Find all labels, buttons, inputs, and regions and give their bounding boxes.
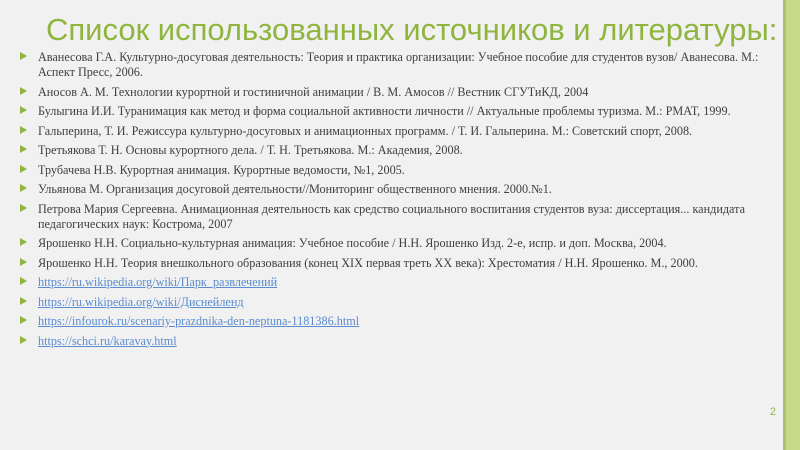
reference-text: Ульянова М. Организация досуговой деятельности//Мониторинг общественного мнения. 2000.№1. — [38, 182, 552, 196]
reference-item — [20, 104, 775, 119]
reference-item — [20, 182, 775, 197]
bullet-arrow-icon — [20, 277, 27, 285]
page-number: 2 — [769, 406, 776, 418]
bullet-arrow-icon — [20, 258, 27, 266]
reference-text: Гальперина, Т. И. Режиссура культурно-досуговых и анимационных программ. / Т. И. Гальперина. М.: Советский спорт, 2008. — [38, 123, 693, 138]
bullet-arrow-icon — [20, 52, 27, 60]
link-item — [20, 314, 775, 329]
bullet-arrow-icon — [20, 165, 27, 173]
reference-text: Ярошенко Н.Н. Теория внешкольного образования (конец XIX первая треть XX века): Хрестоматия / Н.Н. Ярошенко. М., 2000. — [38, 255, 698, 270]
reference-link[interactable]: https://ru.wikipedia.org/wiki/Парк_развлечений — [38, 275, 278, 289]
reference-item — [20, 202, 775, 232]
link-item — [20, 295, 775, 310]
decorative-bar — [786, 0, 800, 450]
reference-link[interactable]: https://schci.ru/karavay.html — [38, 333, 177, 348]
reference-item — [20, 85, 775, 100]
reference-text: Ярошенко Н.Н. Социально-культурная анимация: Учебное пособие / Н.Н. Ярошенко Изд. 2-е, испр. и доп. Москва, 2004. — [38, 236, 667, 250]
bullet-arrow-icon — [20, 316, 27, 324]
bullet-arrow-icon — [20, 238, 27, 246]
reference-text: Аносов А. М. Технологии курортной и гостиничной анимации / В. М. Амосов // Вестник СГУТиКД, 2004 — [38, 84, 589, 99]
bullet-arrow-icon — [20, 184, 27, 192]
bullet-arrow-icon — [20, 204, 27, 212]
reference-text: Третьякова Т. Н. Основы курортного дела. / Т. Н. Третьякова. М.: Академия, 2008. — [38, 143, 463, 157]
reference-list — [20, 50, 775, 353]
reference-text: Петрова Мария Сергеевна. Анимационная деятельность как средство социального воспитания студентов вуза: диссертация... кандидата педагогических наук: Кострома, 2007 — [38, 201, 746, 231]
reference-link[interactable]: https://infourok.ru/scenariy-prazdnika-den-neptuna-1181386.html — [38, 314, 360, 328]
reference-link[interactable]: https://ru.wikipedia.org/wiki/Диснейленд — [38, 294, 244, 309]
bullet-arrow-icon — [20, 106, 27, 114]
bullet-arrow-icon — [20, 145, 27, 153]
reference-item — [20, 163, 775, 178]
link-item — [20, 275, 775, 290]
bullet-arrow-icon — [20, 297, 27, 305]
reference-text: Аванесова Г.А. Культурно-досуговая деятельность: Теория и практика организации: Учебное пособие для студентов вузов/ Аванесова. М.: Аспект Пресс, 2006. — [38, 50, 759, 79]
link-item — [20, 334, 775, 349]
bullet-arrow-icon — [20, 126, 27, 134]
reference-text: Булыгина И.И. Туранимация как метод и форма социальной активности личности // Актуальные проблемы туризма. М.: РМАТ, 1999. — [38, 104, 731, 118]
slide-title: Список использованных источников и литературы: — [46, 12, 778, 47]
reference-item — [20, 256, 775, 271]
reference-item — [20, 143, 775, 158]
reference-text: Трубачева Н.В. Курортная анимация. Курортные ведомости, №1, 2005. — [38, 162, 405, 177]
reference-item — [20, 50, 775, 80]
bullet-arrow-icon — [20, 87, 27, 95]
bullet-arrow-icon — [20, 336, 27, 344]
reference-item — [20, 236, 775, 251]
reference-item — [20, 124, 775, 139]
